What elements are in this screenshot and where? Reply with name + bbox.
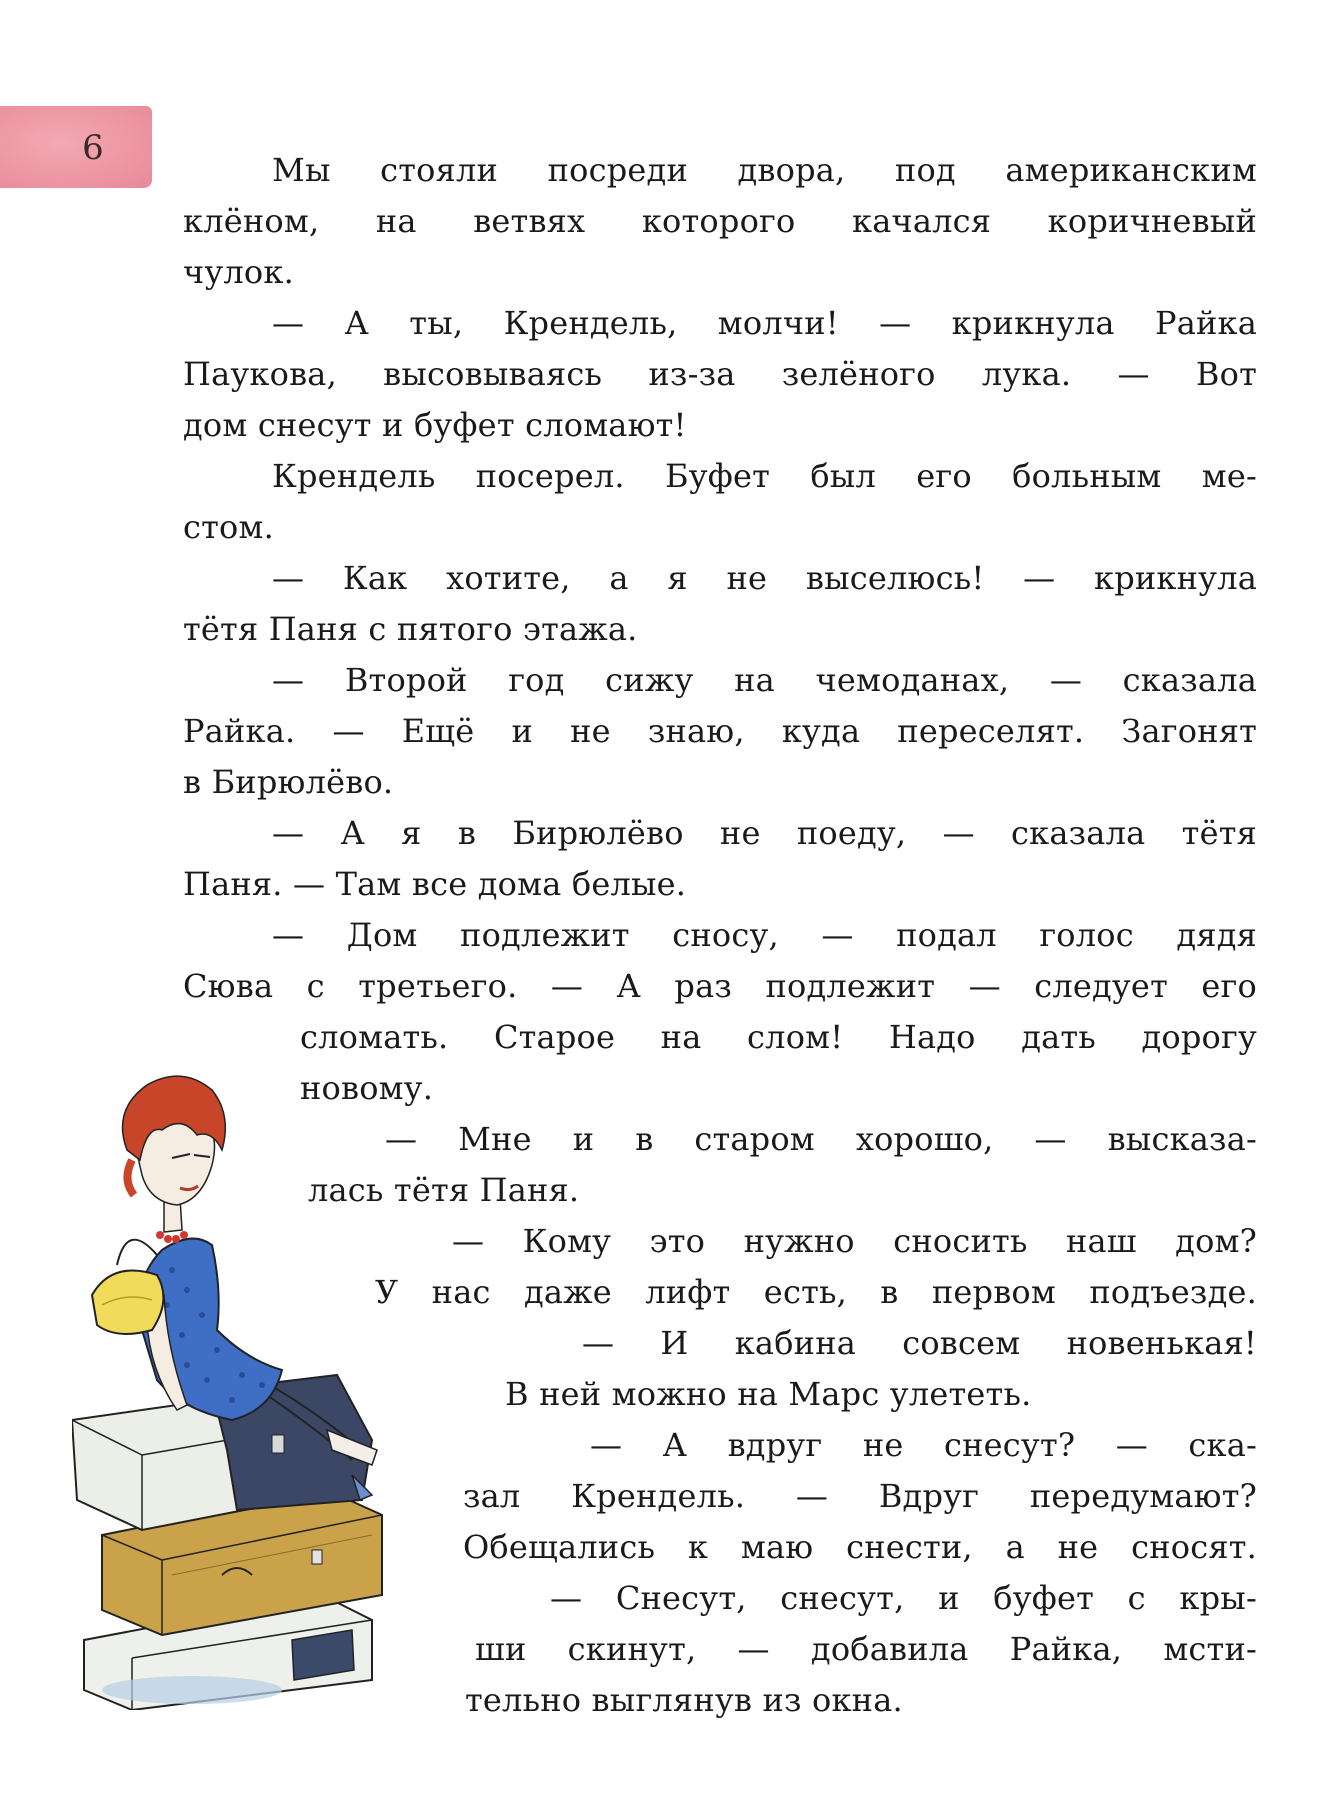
text-line: ши скинут, — добавила Райка, мсти-: [475, 1630, 1257, 1668]
text-line: — Как хотите, а я не выселюсь! — крикнула: [272, 559, 1257, 597]
woman-head: [123, 1076, 226, 1205]
yellow-bag: [92, 1240, 163, 1334]
text-line: — А вдруг не снесут? — ска-: [590, 1426, 1257, 1464]
text-line: — Кому это нужно сносить наш дом?: [452, 1222, 1257, 1260]
text-line: зал Крендель. — Вдруг передумают?: [463, 1477, 1257, 1515]
text-line: чулок.: [183, 253, 294, 291]
text-line: — Дом подлежит сносу, — подал голос дядя: [272, 916, 1257, 954]
text-line: — А я в Бирюлёво не поеду, — сказала тётя: [272, 814, 1257, 852]
text-line: В ней можно на Марс улететь.: [505, 1375, 1032, 1413]
text-line: Паня. — Там все дома белые.: [183, 865, 687, 903]
page-number: 6: [82, 128, 104, 168]
text-line: новому.: [300, 1069, 434, 1107]
text-line: — Второй год сижу на чемоданах, — сказала: [272, 661, 1257, 699]
text-line: сломать. Старое на слом! Надо дать дорогу: [300, 1018, 1257, 1056]
text-line: Паукова, высовываясь из-за зелёного лука. — Вот: [183, 355, 1257, 393]
text-line: Крендель посерел. Буфет был его больным ме-: [272, 457, 1257, 495]
text-line: Райка. — Ещё и не знаю, куда переселят. Загонят: [183, 712, 1257, 750]
text-line: Сюва с третьего. — А раз подлежит — следует его: [183, 967, 1257, 1005]
text-line: в Бирюлёво.: [183, 763, 394, 801]
text-line: дом снесут и буфет сломают!: [183, 406, 687, 444]
text-line: У нас даже лифт есть, в первом подъезде.: [375, 1273, 1257, 1311]
page-number-tab: [0, 106, 152, 188]
text-line: — А ты, Крендель, молчи! — крикнула Райка: [272, 304, 1257, 342]
text-line: Мы стояли посреди двора, под американским: [272, 151, 1257, 189]
text-line: Обещались к маю снести, а не сносят.: [463, 1528, 1257, 1566]
text-line: лась тётя Паня.: [308, 1171, 580, 1209]
text-line: — Мне и в старом хорошо, — высказа-: [385, 1120, 1257, 1158]
text-line: — Снесут, снесут, и буфет с кры-: [550, 1579, 1257, 1617]
text-line: клёном, на ветвях которого качался коричневый: [183, 202, 1257, 240]
text-line: тельно выглянув из окна.: [465, 1681, 903, 1719]
text-line: стом.: [183, 508, 274, 546]
text-line: — И кабина совсем новенькая!: [582, 1324, 1257, 1362]
text-line: тётя Паня с пятого этажа.: [183, 610, 638, 648]
woman-on-suitcases-illustration: [72, 1030, 452, 1710]
